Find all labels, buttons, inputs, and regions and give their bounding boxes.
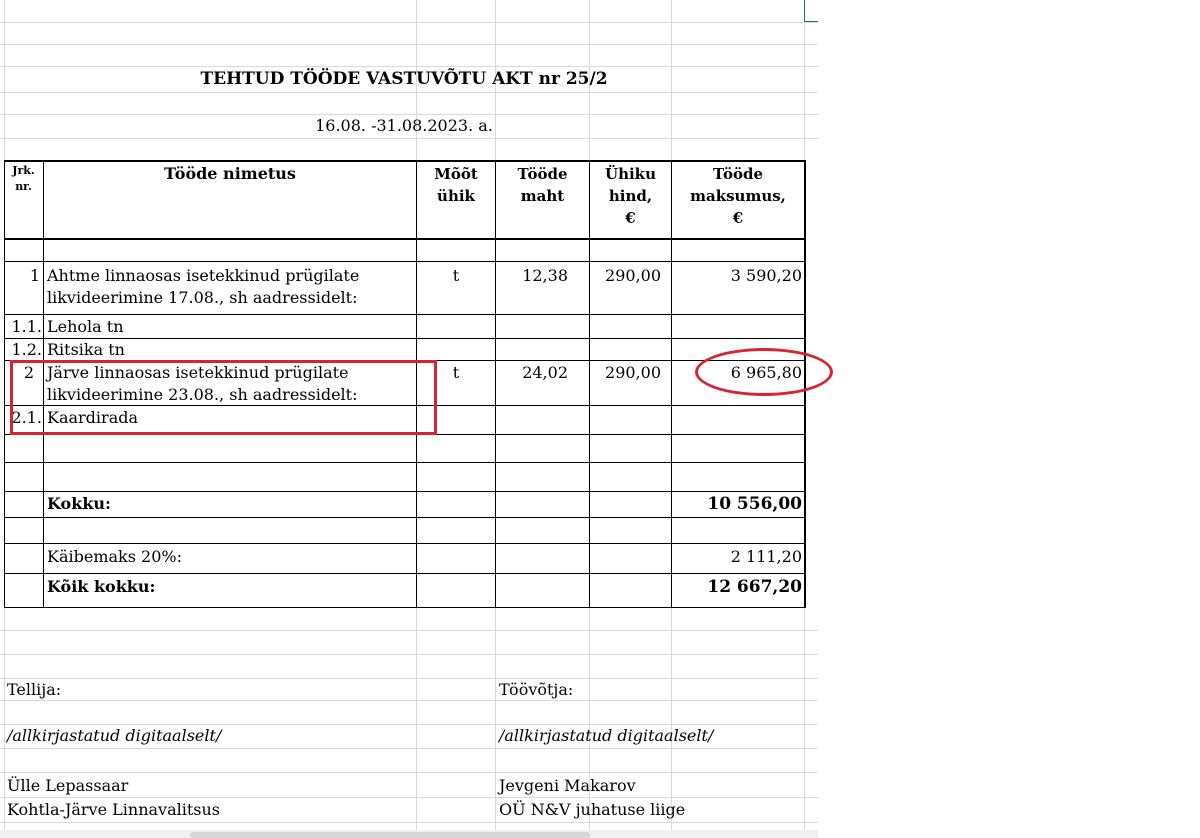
- row-cost: 6 965,80: [730, 363, 802, 382]
- contractor-name: Jevgeni Makarov: [499, 776, 636, 795]
- client-name: Ülle Lepassaar: [7, 776, 129, 795]
- grand-total-value: 12 667,20: [707, 577, 802, 597]
- scrollbar-thumb[interactable]: [190, 832, 590, 838]
- header-volume: Tööde maht: [517, 165, 568, 205]
- row-volume: 12,38: [522, 266, 568, 285]
- vat-label: Käibemaks 20%:: [47, 547, 182, 566]
- row-price: 290,00: [605, 266, 661, 285]
- contractor-org: OÜ N&V juhatuse liige: [499, 800, 686, 819]
- contractor-label: Töövõtja:: [499, 680, 574, 699]
- client-label: Tellija:: [7, 680, 62, 699]
- row-no: 1.1.: [11, 317, 42, 336]
- row-no: 1.2.: [11, 340, 42, 359]
- header-name: Tööde nimetus: [164, 164, 296, 183]
- header-unit-price: Ühiku hind, €: [605, 165, 656, 227]
- client-org: Kohtla-Järve Linnavalitsus: [7, 800, 221, 819]
- row-cost: 3 590,20: [730, 266, 802, 285]
- row-no: 1: [29, 266, 40, 285]
- row-name: Lehola tn: [47, 317, 124, 336]
- highlight-oval: [695, 348, 833, 396]
- row-name: Ahtme linnaosas isetekkinud prügilate: [47, 266, 360, 285]
- row-name: Järve linnaosas isetekkinud prügilate: [47, 363, 349, 382]
- row-no: 2.1.: [11, 408, 42, 427]
- selected-cell[interactable]: [804, 0, 818, 22]
- document-title: TEHTUD TÖÖDE VASTUVÕTU AKT nr 25/2: [200, 69, 608, 89]
- total-value: 10 556,00: [707, 494, 802, 514]
- header-unit: Mõõt ühik: [434, 165, 478, 205]
- row-name-cont: likvideerimine 17.08., sh aadressidelt:: [47, 288, 358, 307]
- contractor-signed: /allkirjastatud digitaalselt/: [499, 726, 714, 745]
- header-no: Jrk. nr.: [12, 164, 35, 193]
- row-name: Kaardirada: [47, 408, 139, 427]
- grand-total-label: Kõik kokku:: [47, 577, 156, 596]
- row-price: 290,00: [605, 363, 661, 382]
- highlight-rectangle: [10, 360, 437, 435]
- row-unit: t: [452, 266, 460, 285]
- header-cost: Tööde maksumus, €: [690, 165, 786, 227]
- row-volume: 24,02: [522, 363, 568, 382]
- client-signed: /allkirjastatud digitaalselt/: [7, 726, 222, 745]
- row-no: 2: [23, 363, 34, 382]
- row-name: Ritsika tn: [47, 340, 125, 359]
- total-label: Kokku:: [47, 494, 111, 513]
- vat-value: 2 111,20: [730, 547, 802, 566]
- document-period: 16.08. -31.08.2023. a.: [315, 116, 493, 135]
- row-name-cont: likvideerimine 23.08., sh aadressidelt:: [47, 385, 358, 404]
- row-unit: t: [452, 363, 460, 382]
